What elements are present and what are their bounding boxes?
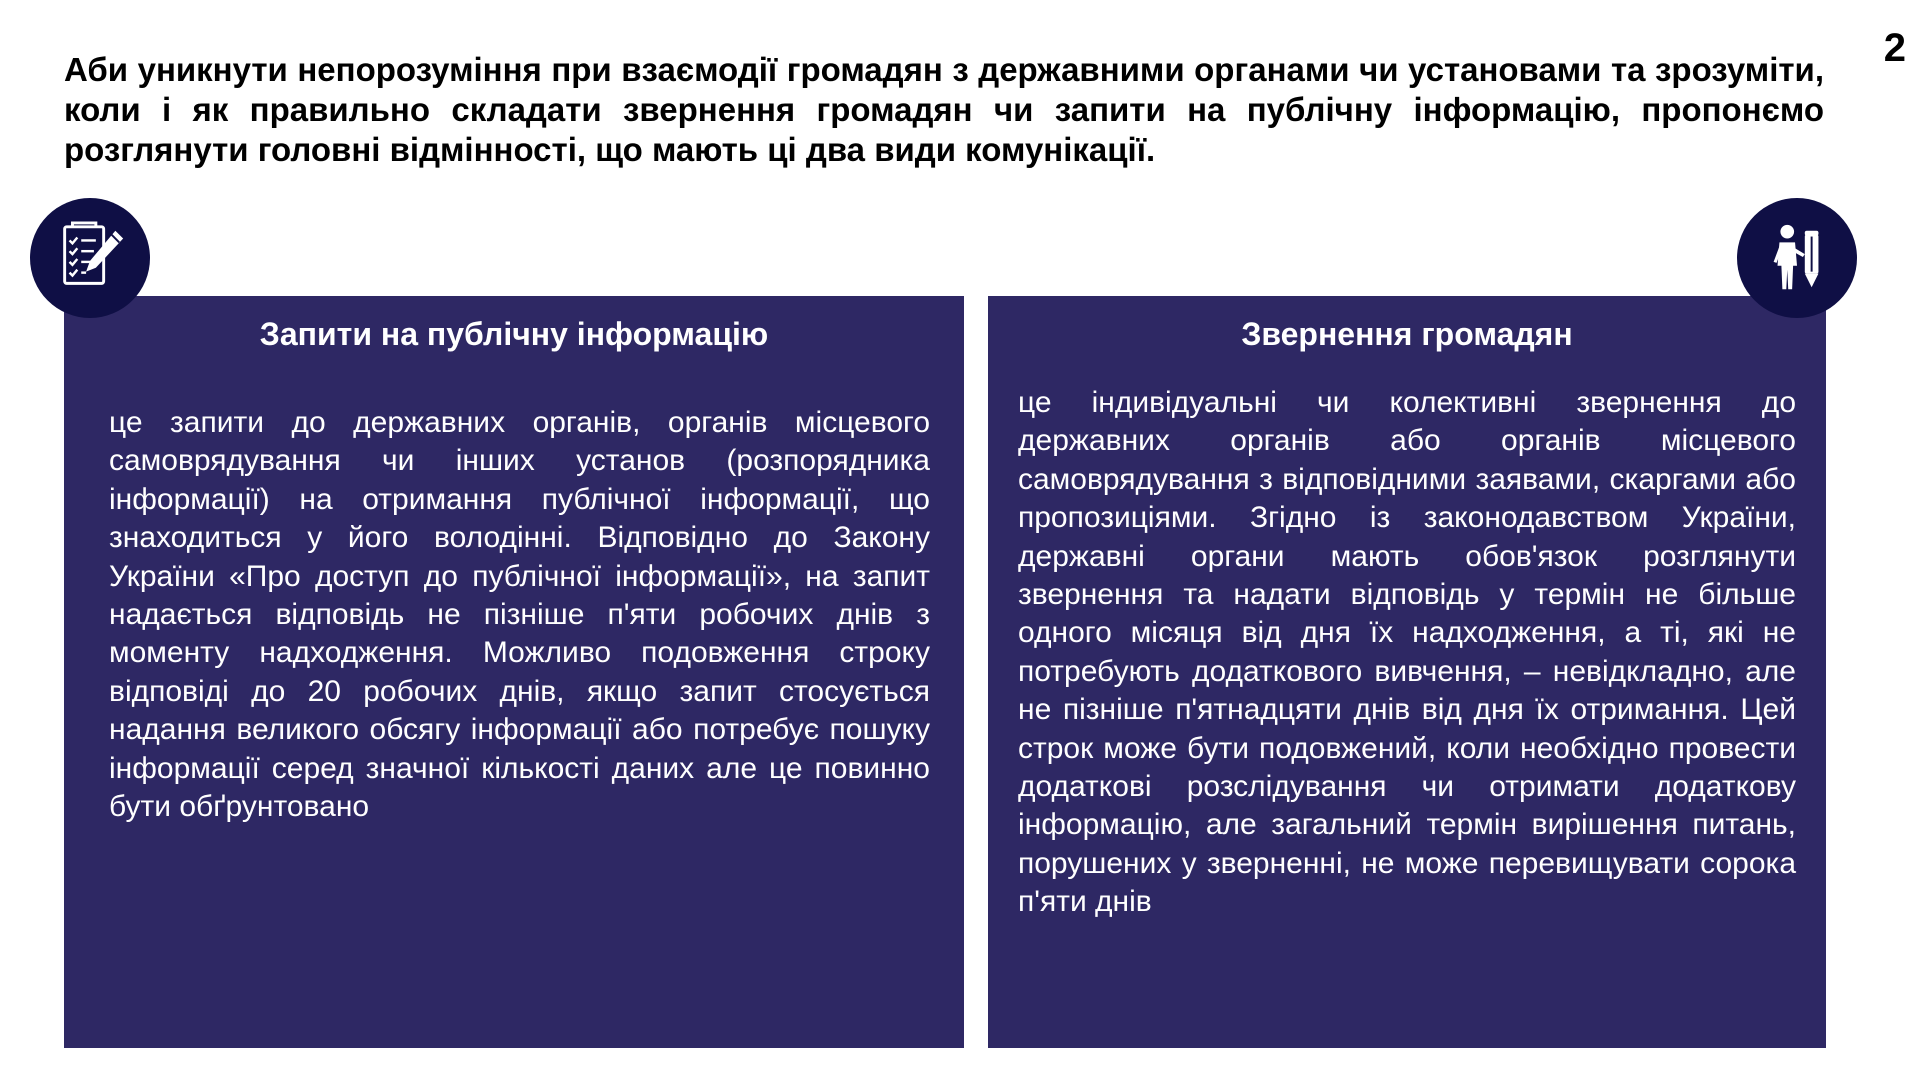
panel-title: Звернення громадян	[1241, 316, 1573, 352]
public-information-requests-panel	[64, 296, 964, 1048]
intro-paragraph: Аби уникнути непорозуміння при взаємодії громадян з державними органами чи установами та зрозуміти, коли і як правильно складати звернення громадян чи запити на публічну інформацію, пропонємо розглянути головні відмінності, що мають ці два види комунікації.	[64, 51, 1824, 168]
panel-description: це запити до державних органів, органів місцевого самоврядування чи інших установ (розпорядника інформації) на отримання публічної інформації, що знаходиться у його володінні. Відповідно до Закону України «Про доступ до публічної інформації», на запит надається відповідь не пізніше п'яти робочих днів з моменту надходження. Можливо подовження строку відповіді до 20 робочих днів, якщо запит стосується надання великого обсягу інформації або потребує пошуку інформації серед значної кількості даних але це повинно бути обґрунтовано	[109, 406, 930, 824]
page-number: 2	[1883, 26, 1906, 70]
panel-title: Запити на публічну інформацію	[259, 316, 769, 352]
document-pen-icon-graphic	[51, 219, 129, 297]
person-pencil-icon	[1737, 198, 1857, 318]
citizen-appeals-panel	[988, 296, 1826, 1048]
person-pencil-icon-graphic	[1758, 219, 1836, 297]
document-pen-icon	[30, 198, 150, 318]
panel-description: це індивідуальні чи колективні звернення до державних органів або органів місцевого самоврядування з відповідними заявами, скаргами або пропозиціями. Згідно із законодавством України, державні органи мають обов'язок розглянути звернення та надати відповідь у термін не більше одного місяця від дня їх надходження, а ті, які не потребують додаткового вивчення, – невідкладно, але не пізніше п'ятнадцяти днів від дня їх отримання. Цей строк може бути подовжений, коли необхідно провести додаткові розслідування чи отримати додаткову інформацію, але загальний термін вирішення питань, порушених у зверненні, не може перевищувати сорока п'яти днів	[1018, 386, 1796, 919]
